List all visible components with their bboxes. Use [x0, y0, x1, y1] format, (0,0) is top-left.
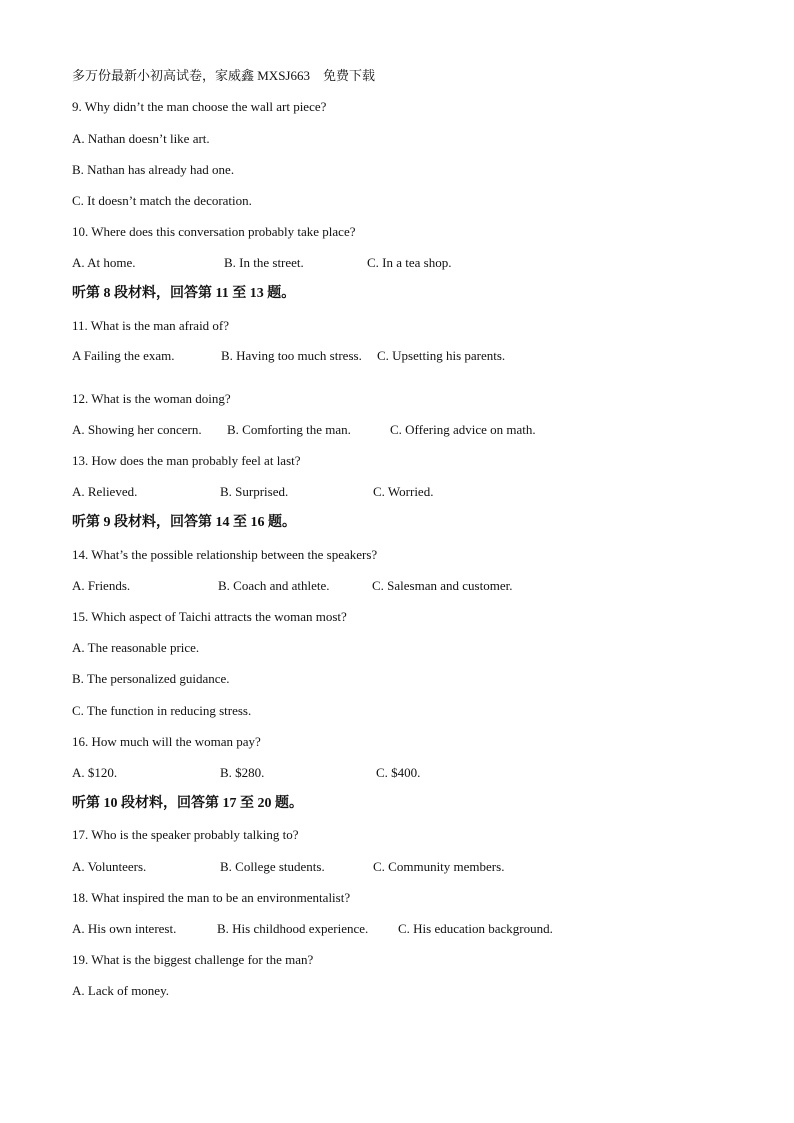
question-18-option-a: A. His own interest. — [72, 921, 177, 936]
question-10-option-a: A. At home. — [72, 255, 136, 270]
question-14-option-b: B. Coach and athlete. — [218, 578, 330, 593]
question-15-option-b: B. The personalized guidance. — [72, 671, 230, 686]
question-9-stem: 9. Why didn’t the man choose the wall art piece? — [72, 99, 327, 114]
question-16-option-b: B. $280. — [220, 765, 265, 780]
question-13-option-a: A. Relieved. — [72, 484, 138, 499]
question-16-stem: 16. How much will the woman pay? — [72, 734, 261, 749]
section-8-heading: 听第 8 段材料，回答第 11 至 13 题。 — [72, 286, 296, 301]
question-13-option-b: B. Surprised. — [220, 484, 289, 499]
question-11-option-a: A Failing the exam. — [72, 348, 175, 363]
question-19-option-a: A. Lack of money. — [72, 983, 169, 998]
question-11-option-b: B. Having too much stress. — [221, 348, 362, 363]
question-19-stem: 19. What is the biggest challenge for the man? — [72, 952, 314, 967]
question-16-option-a: A. $120. — [72, 765, 118, 780]
question-15-stem: 15. Which aspect of Taichi attracts the woman most? — [72, 609, 347, 624]
question-9-option-a: A. Nathan doesn’t like art. — [72, 131, 210, 146]
question-12-option-b: B. Comforting the man. — [227, 422, 351, 437]
question-18-option-c: C. His education background. — [398, 921, 553, 936]
question-12-option-a: A. Showing her concern. — [72, 422, 202, 437]
question-17-option-c: C. Community members. — [373, 859, 505, 874]
question-13-option-c: C. Worried. — [373, 484, 434, 499]
question-12-stem: 12. What is the woman doing? — [72, 391, 231, 406]
question-9-option-b: B. Nathan has already had one. — [72, 162, 235, 177]
question-13-stem: 13. How does the man probably feel at last? — [72, 453, 301, 468]
question-14-option-a: A. Friends. — [72, 578, 131, 593]
question-18-option-b: B. His childhood experience. — [217, 921, 369, 936]
question-10-option-b: B. In the street. — [224, 255, 304, 270]
question-15-option-a: A. The reasonable price. — [72, 640, 200, 655]
question-11-option-c: C. Upsetting his parents. — [377, 348, 506, 363]
page-header: 多万份最新小初高试卷，家威鑫 MXSJ663 免费下载 — [72, 68, 375, 83]
question-11-stem: 11. What is the man afraid of? — [72, 318, 230, 333]
question-17-option-b: B. College students. — [220, 859, 325, 874]
question-10-option-c: C. In a tea shop. — [367, 255, 452, 270]
question-15-option-c: C. The function in reducing stress. — [72, 703, 252, 718]
question-9-option-c: C. It doesn’t match the decoration. — [72, 193, 252, 208]
question-12-option-c: C. Offering advice on math. — [390, 422, 536, 437]
question-17-stem: 17. Who is the speaker probably talking to? — [72, 827, 299, 842]
question-14-option-c: C. Salesman and customer. — [372, 578, 513, 593]
question-14-stem: 14. What’s the possible relationship between the speakers? — [72, 547, 378, 562]
section-10-heading: 听第 10 段材料，回答第 17 至 20 题。 — [72, 796, 303, 811]
question-16-option-c: C. $400. — [376, 765, 421, 780]
question-17-option-a: A. Volunteers. — [72, 859, 147, 874]
question-18-stem: 18. What inspired the man to be an environmentalist? — [72, 890, 351, 905]
question-10-stem: 10. Where does this conversation probably take place? — [72, 224, 356, 239]
section-9-heading: 听第 9 段材料，回答第 14 至 16 题。 — [72, 515, 296, 530]
